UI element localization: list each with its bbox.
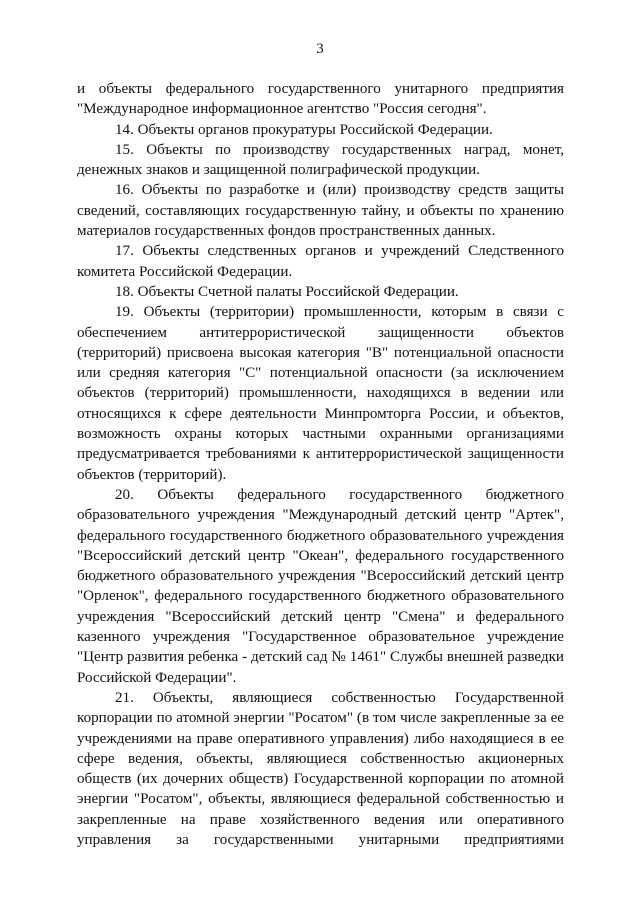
- document-body: [77, 79, 564, 850]
- paragraph-item-14: 14. Объекты органов прокуратуры Российской Федерации.: [115, 121, 493, 138]
- paragraph-item-20: 20. Объекты федерального государственного бюджетного образовательного учреждения "Международный детский центр "Артек", федерального государственного бюджетного образовательного учреждения "Всероссийский детский центр "Океан", федерального государственного бюджетного образовательного учреждения "Всероссийский детский центр "Орленок", федерального государственного бюджетного образовательного учреждения "Всероссийский детский центр "Смена" и федерального казенного учреждения "Государственное образовательное учреждение "Центр развития ребенка - детский сад № 1461" Службы внешней разведки Российской Федерации".: [77, 486, 564, 686]
- page-number: 3: [316, 41, 324, 57]
- paragraph-item-21: 21. Объекты, являющиеся собственностью Государственной корпорации по атомной энергии "Росатом" (в том числе закрепленные за ее учреждениями на праве оперативного управления) либо находящиеся в ее сфере ведения, объекты, являющиеся собственностью акционерных обществ (их дочерних обществ) Государственной корпорации по атомной энергии "Росатом", объекты, являющиеся федеральной собственностью и закрепленные на праве хозяйственного ведения или оперативного управления за государственными унитарными предприятиями: [77, 689, 564, 848]
- paragraph-item-16: 16. Объекты по разработке и (или) производству средств защиты сведений, составляющих государственную тайну, и объекты по хранению материалов государственных фондов пространственных данных.: [77, 182, 564, 240]
- paragraph-item-15: 15. Объекты по производству государственных наград, монет, денежных знаков и защищенной полиграфической продукции.: [77, 141, 564, 179]
- paragraph-continuation: и объекты федерального государственного унитарного предприятия "Международное информационное агентство "Россия сегодня".: [77, 81, 564, 118]
- paragraph-item-18: 18. Объекты Счетной палаты Российской Федерации.: [115, 283, 459, 300]
- paragraph-item-17: 17. Объекты следственных органов и учреждений Следственного комитета Российской Федерации.: [77, 243, 564, 280]
- paragraph-item-19: 19. Объекты (территории) промышленности, которым в связи с обеспечением антитеррористической защищенности объектов (территорий) присвоена высокая категория "В" потенциальной опасности или средняя категория "С" потенциальной опасности (за исключением объектов (территорий) промышленности, находящихся в ведении или относящихся к сфере деятельности Минпромторга России, и объектов, возможность охраны которых частными охранными организациями предусматривается требованиями к антитеррористической защищенности объектов (территорий).: [77, 304, 564, 483]
